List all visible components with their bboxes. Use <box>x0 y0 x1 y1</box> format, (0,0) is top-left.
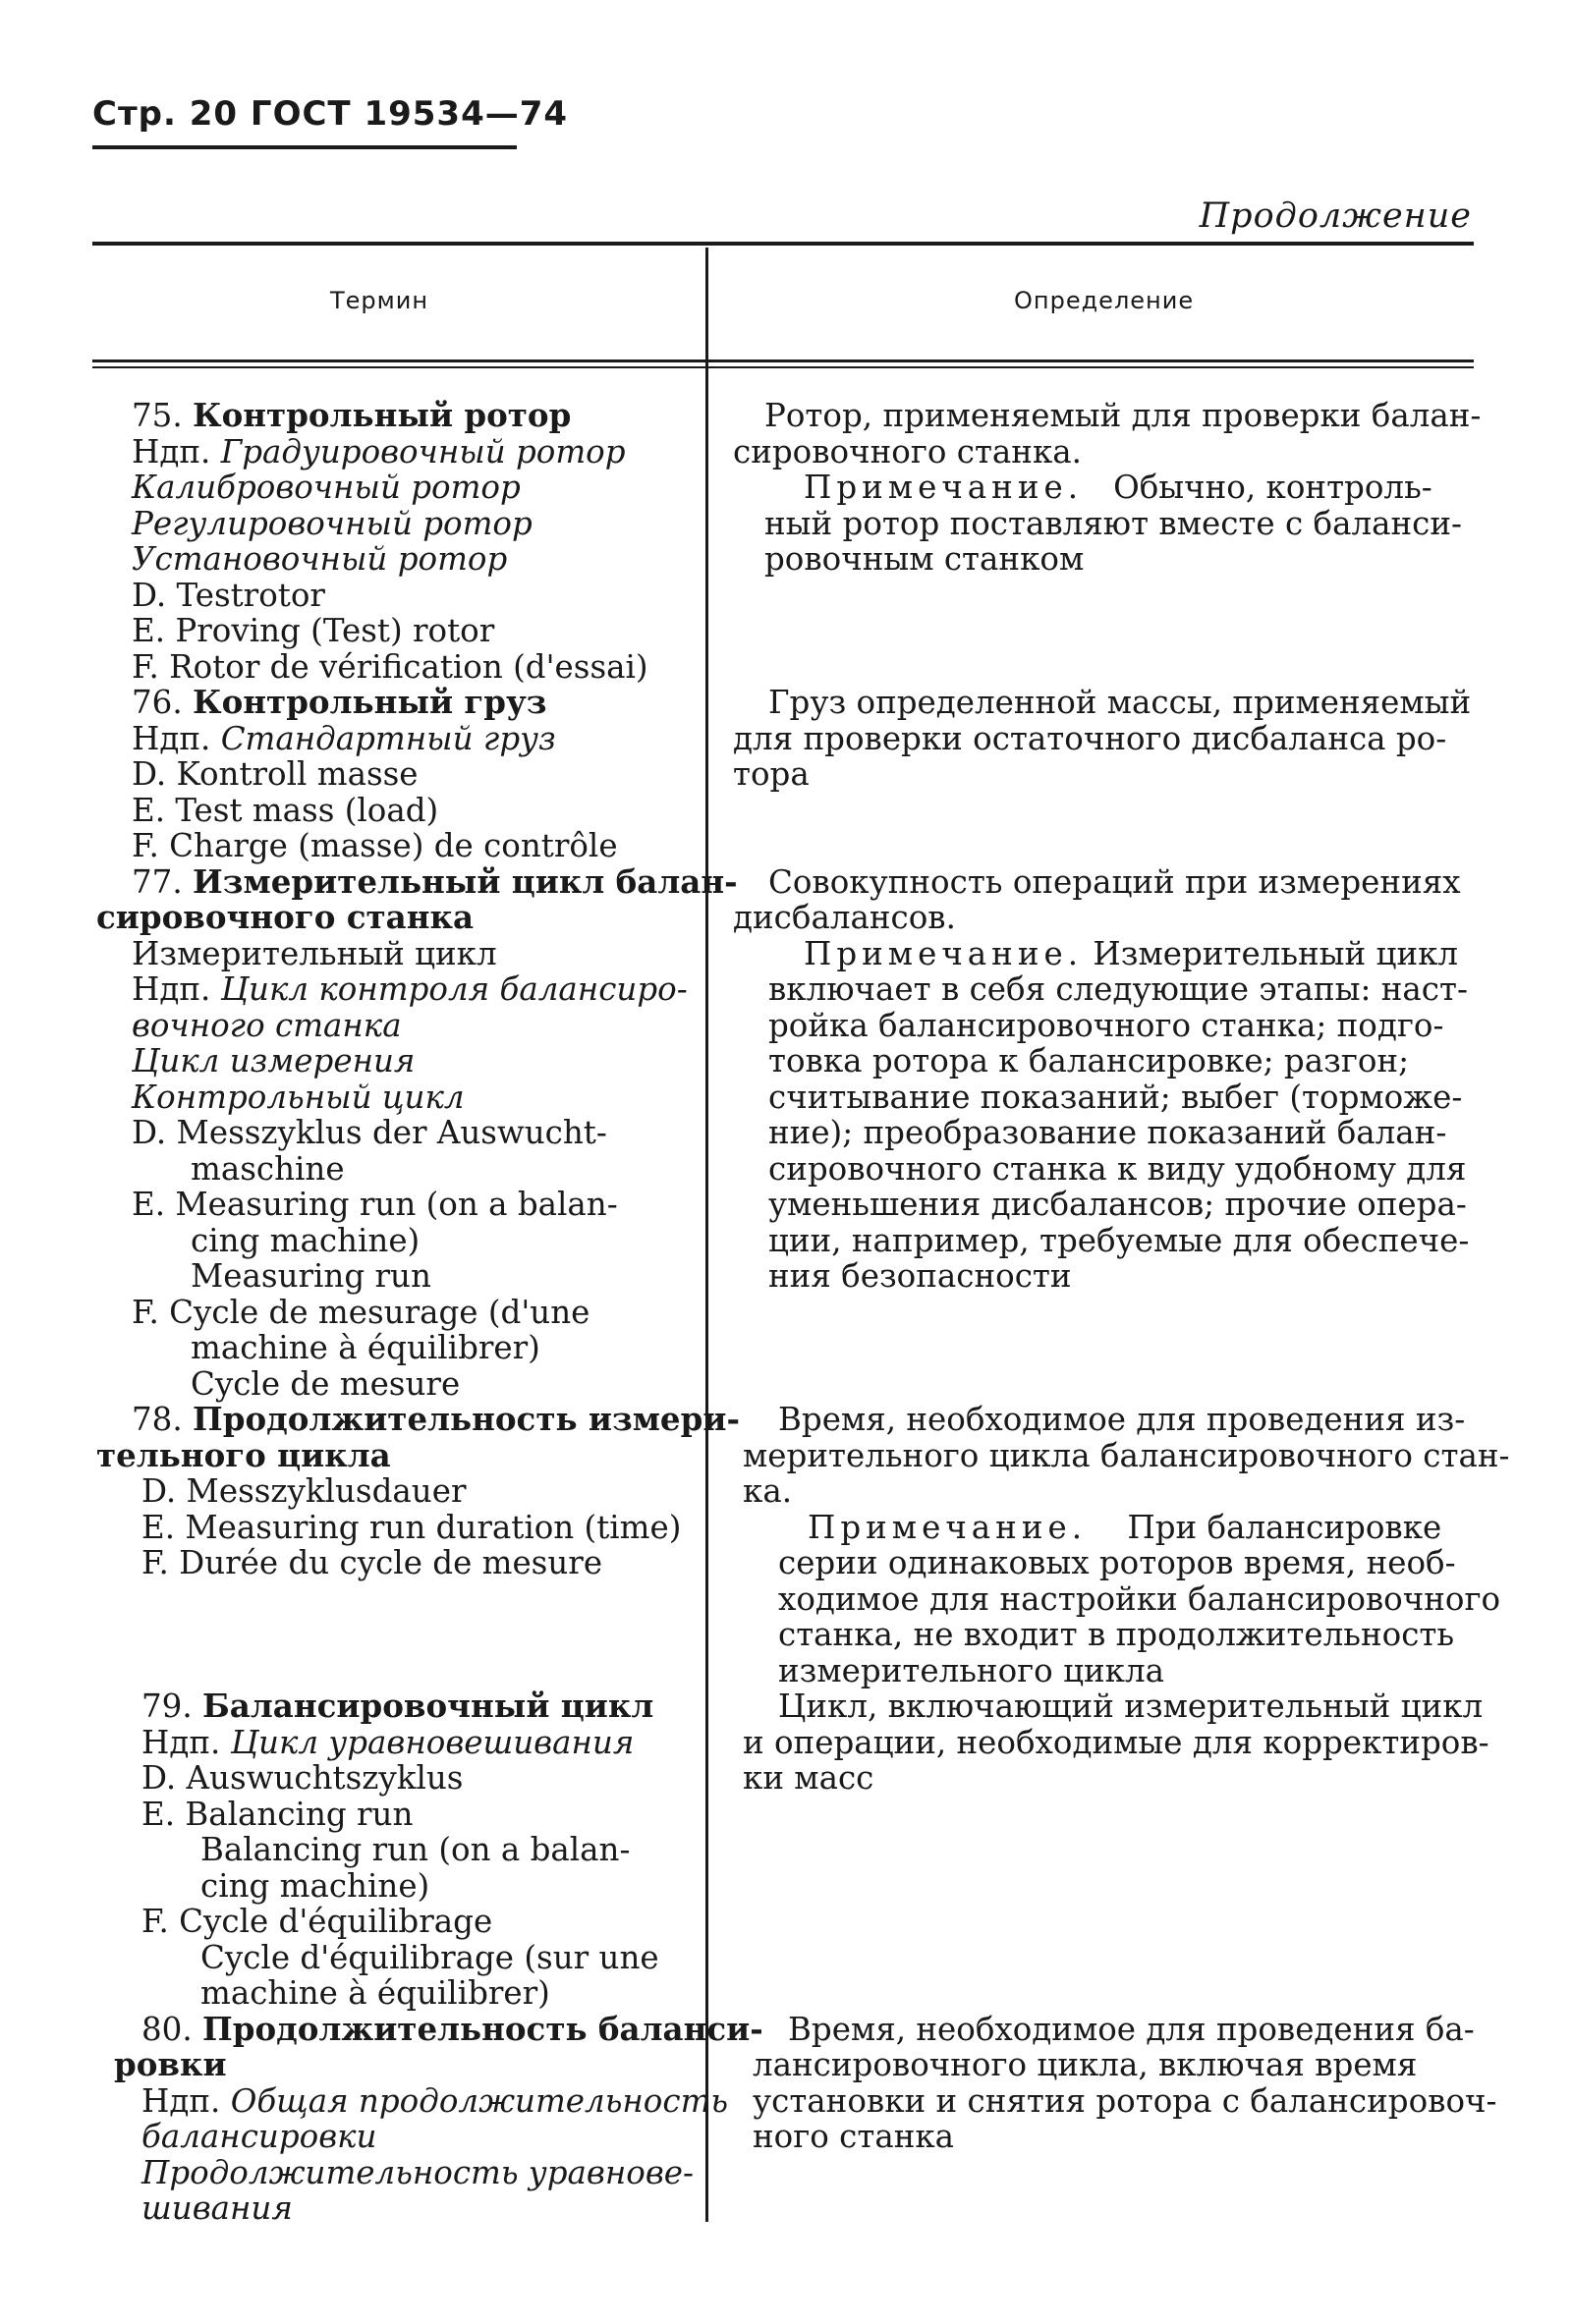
definition-line: ного станка <box>753 2118 955 2155</box>
term-line: E. Proving (Test) rotor <box>132 612 495 649</box>
term-line: F. Rotor de vérification (d'essai) <box>132 647 648 686</box>
term-line: Измерительный цикл <box>132 934 497 972</box>
term-line: Ндп. Градуировочный ротор <box>132 432 626 470</box>
term-line: Ндп. Стандартный груз <box>132 719 556 757</box>
term-line: D. Messzyklusdauer <box>141 1472 467 1510</box>
term-title: Балансировочный цикл <box>202 1687 654 1725</box>
term-line: F. Charge (masse) de contrôle <box>132 827 618 864</box>
definition-line: включает в себя следующие этапы: наст- <box>768 970 1468 1008</box>
term-line: E. Measuring run duration (time) <box>141 1508 682 1546</box>
definition-line: ка. <box>743 1472 793 1510</box>
definition-line: Совокупность операций при измерениях <box>768 862 1461 901</box>
term-line: D. Auswuchtszyklus <box>141 1759 464 1797</box>
definition-line: сировочного станка. <box>733 432 1082 470</box>
term-title-cont: тельного цикла <box>96 1435 391 1474</box>
definition-line: товка ротора к балансировке; разгон; <box>768 1042 1410 1079</box>
definition-line: считывание показаний; выбег (торможе- <box>768 1078 1463 1116</box>
column-header-term: Термин <box>330 287 429 314</box>
term-78-heading: 78. Продолжительность измери- <box>132 1400 740 1438</box>
definition-note: Примечание. При балансировке <box>808 1508 1442 1546</box>
definition-line: уменьшения дисбалансов; прочие опера- <box>768 1186 1467 1223</box>
term-title-cont: ровки <box>114 2045 227 2083</box>
definition-line: ния безопасности <box>768 1257 1072 1295</box>
term-line: Регулировочный ротор <box>132 504 533 542</box>
term-line: Продолжительность уравнове- <box>141 2153 694 2191</box>
note-label: Примечание. <box>804 469 1084 506</box>
term-line: Установочный ротор <box>132 540 508 578</box>
term-line: D. Messzyklus der Auswucht- <box>132 1114 607 1151</box>
definition-line: станка, не входит в продолжительность <box>778 1616 1455 1653</box>
definition-line: ки масс <box>743 1759 874 1797</box>
term-line: вочного станка <box>132 1006 402 1044</box>
term-line: шивания <box>141 2189 293 2227</box>
term-line: балансировки <box>141 2118 377 2155</box>
term-line: Контрольный цикл <box>132 1078 465 1116</box>
term-75-heading: 75. Контрольный ротор <box>132 396 572 434</box>
note-label: Примечание. <box>804 934 1084 972</box>
term-line: D. Testrotor <box>132 576 325 614</box>
term-line: Калибровочный ротор <box>132 469 521 506</box>
definition-line: тора <box>733 755 810 793</box>
term-line: Cycle d'équilibrage (sur une <box>200 1938 659 1976</box>
definition-line: ции, например, требуемые для обеспече- <box>768 1221 1470 1259</box>
term-line: Balancing run (on a balan- <box>200 1831 631 1868</box>
definition-line: ройка балансировочного станка; подго- <box>768 1006 1444 1044</box>
definition-line: измерительного цикла <box>778 1651 1164 1689</box>
term-line: E. Balancing run <box>141 1795 414 1833</box>
term-77-heading: 77. Измерительный цикл балан- <box>132 861 738 901</box>
definition-note: Примечание. Измерительный цикл <box>804 934 1459 972</box>
term-line: F. Cycle de mesurage (d'une <box>132 1293 590 1331</box>
term-line: Ндп. Цикл уравновешивания <box>141 1723 635 1761</box>
term-line: machine à équilibrer) <box>200 1974 550 2012</box>
term-line: Measuring run <box>191 1257 431 1295</box>
term-line: Ндп. Общая продолжительность <box>141 2081 729 2120</box>
term-line: machine à équilibrer) <box>191 1329 540 1366</box>
definition-line: Время, необходимое для проведения из- <box>778 1401 1466 1438</box>
term-line: E. Test mass (load) <box>132 791 439 829</box>
definition-line: Груз определенной массы, применяемый <box>768 684 1472 721</box>
term-title: Продолжительность измери- <box>193 1400 740 1438</box>
definition-line: мерительного цикла балансировочного стан- <box>743 1436 1510 1474</box>
term-line: Ндп. Цикл контроля балансиро- <box>132 970 688 1008</box>
definition-line: Цикл, включающий измерительный цикл <box>778 1688 1484 1725</box>
term-line: F. Durée du cycle de mesure <box>141 1544 603 1581</box>
definition-line: Время, необходимое для проведения ба- <box>788 2010 1475 2048</box>
page-header: Стр. 20 ГОСТ 19534—74 <box>92 94 569 134</box>
term-title-cont: сировочного станка <box>96 898 475 936</box>
term-80-heading: 80. Продолжительность баланси- <box>141 2009 763 2048</box>
term-line: cing machine) <box>191 1221 421 1259</box>
term-title: Контрольный груз <box>193 683 547 721</box>
definition-note: Примечание. Обычно, контроль- <box>804 469 1432 506</box>
column-header-definition: Определение <box>1014 287 1195 314</box>
term-line: F. Cycle d'équilibrage <box>141 1903 493 1940</box>
definition-line: установки и снятия ротора с балансировоч- <box>753 2081 1497 2120</box>
term-line: Cycle de mesure <box>191 1364 461 1403</box>
term-title: Продолжительность баланси- <box>202 2009 763 2048</box>
term-column <box>96 396 763 2227</box>
table-top-rule <box>92 242 1474 246</box>
column-divider <box>705 248 708 2222</box>
definition-line: ходимое для настройки балансировочного <box>778 1579 1501 1618</box>
header-rule <box>92 145 517 149</box>
term-79-heading: 79. Балансировочный цикл <box>141 1687 654 1725</box>
term-line: Цикл измерения <box>132 1042 416 1079</box>
definition-line: сировочного станка к виду удобному для <box>768 1149 1467 1188</box>
definition-line: и операции, необходимые для корректиров- <box>743 1723 1489 1761</box>
definition-line: для проверки остаточного дисбаланса ро- <box>733 719 1447 757</box>
continuation-label: Продолжение <box>1199 196 1472 236</box>
term-line: maschine <box>191 1149 345 1188</box>
definition-line: ние); преобразование показаний балан- <box>768 1114 1447 1151</box>
definition-line: ный ротор поставляют вместе с баланси- <box>764 504 1462 542</box>
term-line: D. Kontroll masse <box>132 755 419 793</box>
definition-line: Ротор, применяемый для проверки балан- <box>764 397 1482 434</box>
term-line: E. Measuring run (on a balan- <box>132 1186 618 1223</box>
table-head-rule-2 <box>92 366 1474 368</box>
note-label: Примечание. <box>808 1508 1088 1546</box>
term-title: Измерительный цикл балан- <box>193 861 738 901</box>
term-line: cing machine) <box>200 1866 430 1905</box>
table-head-rule-1 <box>92 360 1474 362</box>
definition-line: серии одинаковых роторов время, необ- <box>778 1544 1456 1581</box>
term-76-heading: 76. Контрольный груз <box>132 683 547 721</box>
definition-line: лансировочного цикла, включая время <box>753 2046 1418 2083</box>
definition-line: ровочным станком <box>764 540 1085 578</box>
definition-column <box>733 397 1510 2155</box>
term-title: Контрольный ротор <box>193 396 572 434</box>
definition-line: дисбалансов. <box>733 899 956 936</box>
